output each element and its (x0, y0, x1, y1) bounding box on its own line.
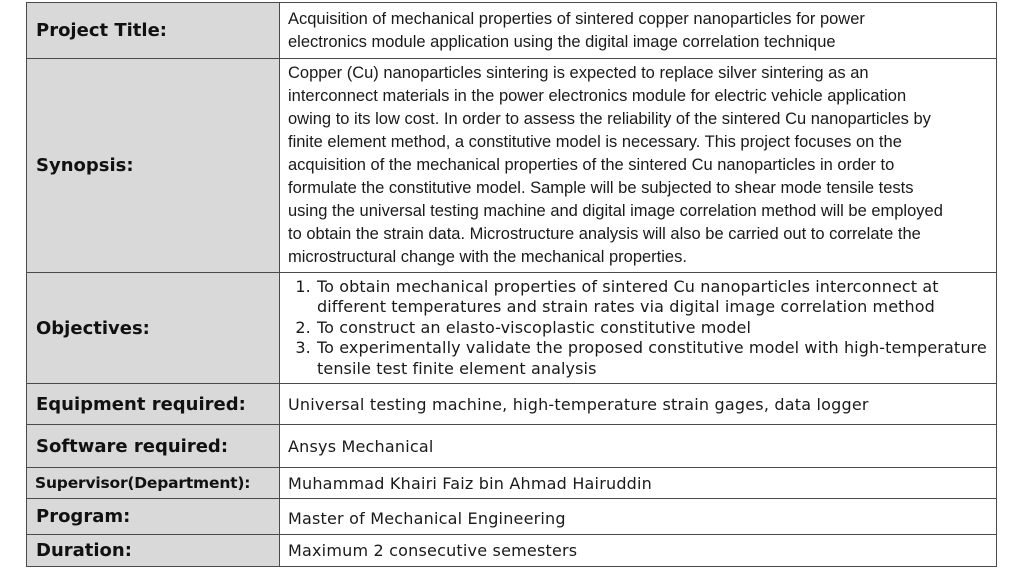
project-info-sheet (26, 2, 997, 567)
synopsis-line: interconnect materials in the power electronics module for electric vehicle application (288, 87, 907, 105)
row-software (27, 425, 997, 468)
synopsis-line: finite element method, a constitutive model is necessary. This project focuses on the (288, 133, 902, 151)
row-project-title (27, 3, 997, 59)
project-title-line-1: Acquisition of mechanical properties of sintered copper nanoparticles for power (288, 9, 865, 28)
supervisor-value: Muhammad Khairi Faiz bin Ahmad Hairuddin (280, 468, 997, 499)
synopsis-line: microstructural change with the mechanical properties. (288, 248, 687, 266)
synopsis-value (280, 59, 997, 273)
objective-item: 2. To construct an elasto-viscoplastic constitutive model (316, 318, 990, 339)
row-objectives (27, 273, 997, 384)
row-supervisor (27, 468, 997, 499)
supervisor-label: Supervisor(Department): (27, 468, 280, 499)
program-label: Program: (27, 499, 280, 535)
synopsis-line: owing to its low cost. In order to assess the reliability of the sintered Cu nanoparticles by (288, 110, 931, 128)
objectives-label: Objectives: (27, 273, 280, 384)
equipment-label: Equipment required: (27, 384, 280, 425)
synopsis-line: formulate the constitutive model. Sample will be subjected to shear mode tensile tests (288, 179, 914, 197)
row-duration (27, 535, 997, 567)
duration-label: Duration: (27, 535, 280, 567)
duration-value: Maximum 2 consecutive semesters (280, 535, 997, 567)
project-title-line-2: electronics module application using the digital image correlation technique (288, 32, 836, 51)
objective-item: 1. To obtain mechanical properties of sintered Cu nanoparticles interconnect at different temperatures and strain rates via digital image correlation method (316, 277, 990, 318)
software-value: Ansys Mechanical (280, 425, 997, 468)
row-synopsis (27, 59, 997, 273)
row-program (27, 499, 997, 535)
objectives-list (288, 277, 990, 380)
program-value: Master of Mechanical Engineering (280, 499, 997, 535)
project-title-label: Project Title: (27, 3, 280, 59)
synopsis-line: using the universal testing machine and digital image correlation method will be employed (288, 202, 943, 220)
software-label: Software required: (27, 425, 280, 468)
project-title-value (280, 3, 997, 59)
synopsis-line: to obtain the strain data. Microstructure analysis will also be carried out to correlate the (288, 225, 921, 243)
objectives-value (280, 273, 997, 384)
synopsis-label: Synopsis: (27, 59, 280, 273)
equipment-value: Universal testing machine, high-temperature strain gages, data logger (280, 384, 997, 425)
synopsis-line: Copper (Cu) nanoparticles sintering is expected to replace silver sintering as an (288, 64, 869, 82)
row-equipment (27, 384, 997, 425)
synopsis-line: acquisition of the mechanical properties of the sintered Cu nanoparticles in order to (288, 156, 895, 174)
project-info-table (26, 2, 997, 567)
objective-item: 3. To experimentally validate the proposed constitutive model with high-temperature tensile test finite element analysis (316, 338, 990, 379)
